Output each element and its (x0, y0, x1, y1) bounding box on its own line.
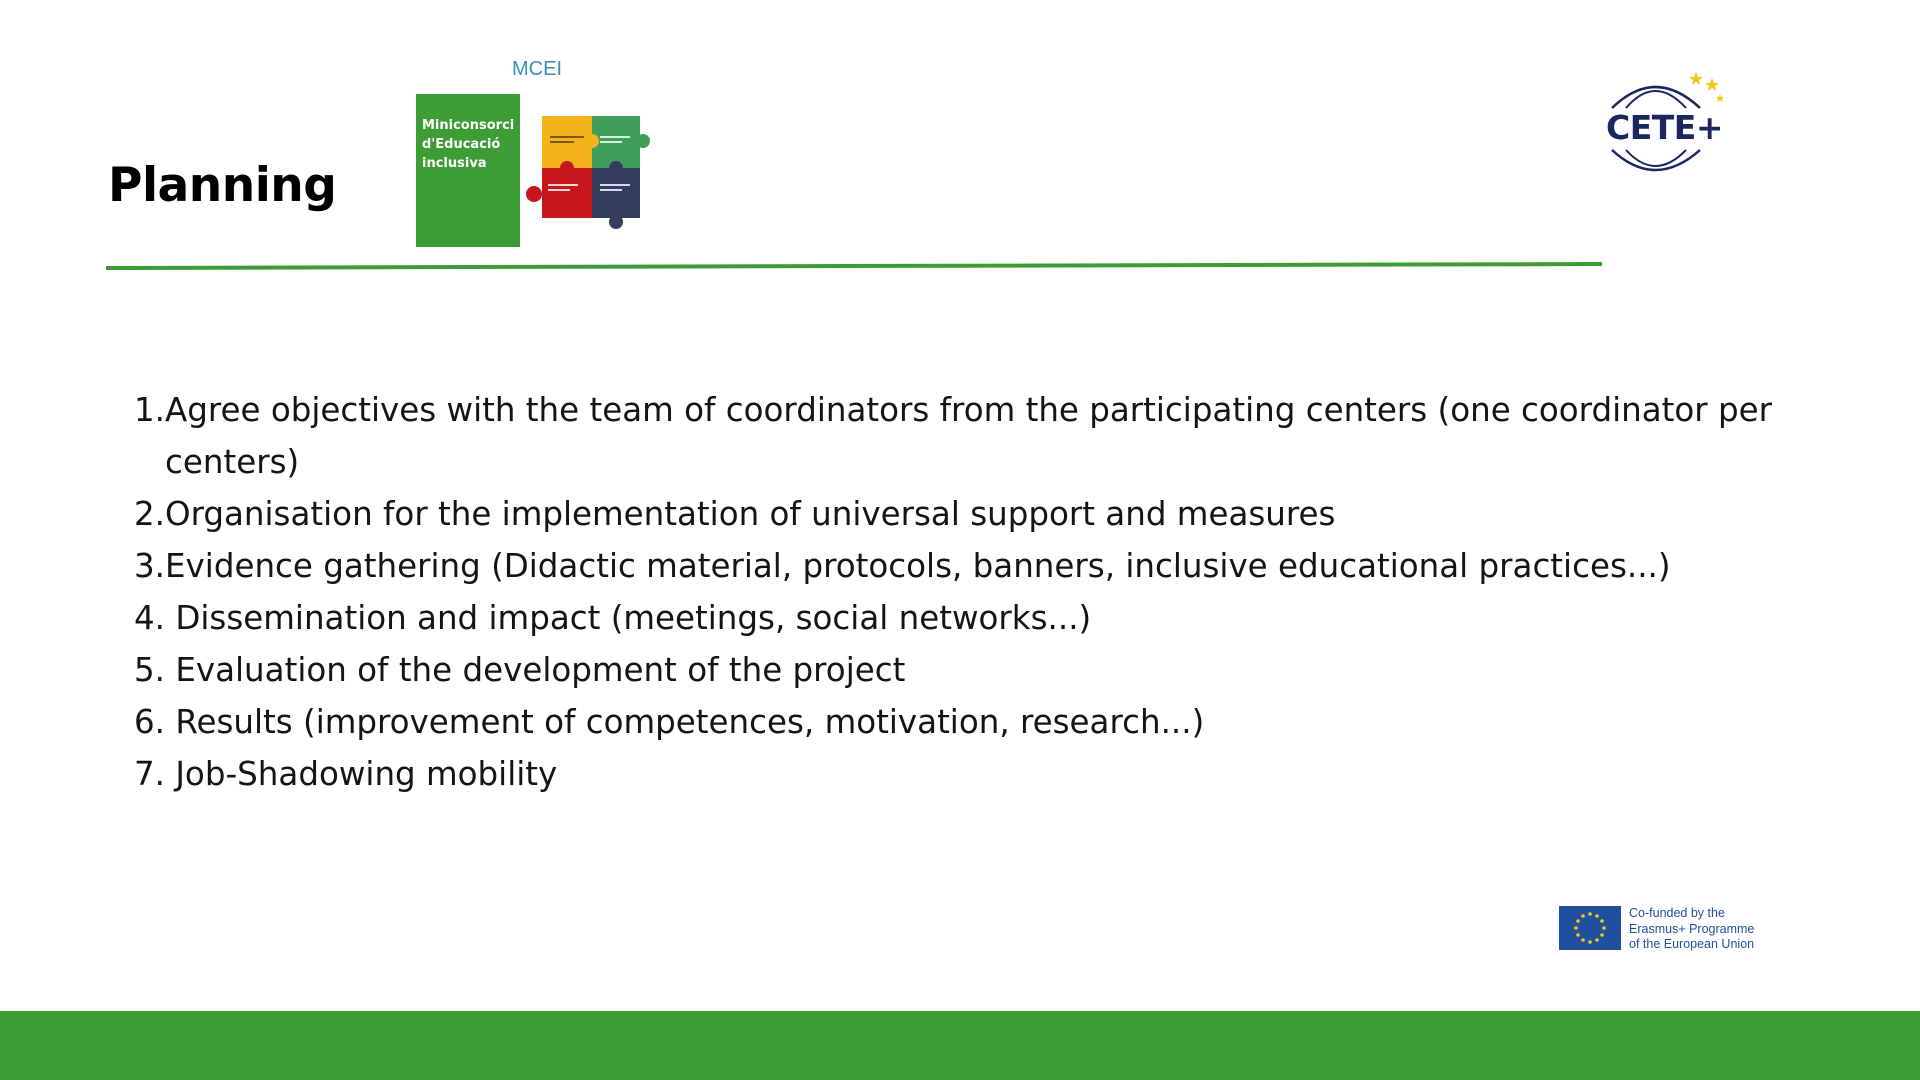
list-number: 5. (134, 651, 176, 689)
eu-logo-line: Erasmus+ Programme (1629, 921, 1755, 936)
list-item (134, 540, 1774, 592)
mcei-caption: MCEI (512, 58, 562, 80)
title-separator (106, 262, 1602, 270)
list-text: Results (improvement of competences, motivation, research...) (175, 703, 1205, 741)
eu-flag-icon (1559, 906, 1621, 950)
list-number: 4. (134, 599, 176, 637)
eu-logo-line: Co-funded by the (1629, 906, 1725, 920)
mcei-logo-line: inclusiva (422, 156, 487, 171)
list-number: 6. (134, 703, 176, 741)
puzzle-icon (520, 94, 666, 248)
list-item (134, 748, 1774, 800)
eu-logo-line: of the European Union (1629, 937, 1755, 951)
list-number: 3. (134, 547, 166, 585)
list-text: Agree objectives with the team of coordinators from the participating centers (one coordinator per centers) (165, 391, 1772, 481)
list-item (134, 488, 1774, 540)
list-item (134, 696, 1774, 748)
cete-logo (1600, 68, 1734, 180)
cete-logo-text: CETE+ (1606, 108, 1723, 147)
list-text: Dissemination and impact (meetings, social networks...) (175, 599, 1092, 637)
mcei-logo (416, 94, 666, 248)
list-text: Job-Shadowing mobility (175, 755, 558, 793)
list-number: 1. (134, 391, 166, 429)
page-title: Planning (108, 158, 337, 213)
list-text: Evaluation of the development of the project (175, 651, 906, 689)
mcei-logo-text (422, 116, 514, 173)
eu-logo-text (1629, 906, 1754, 953)
mcei-logo-green-block (416, 94, 520, 247)
list-number: 2. (134, 495, 166, 533)
list-item (134, 644, 1774, 696)
list-text: Organisation for the implementation of universal support and measures (165, 495, 1336, 533)
mcei-logo-line: Miniconsorci (422, 118, 515, 133)
footer-band (0, 1011, 1920, 1080)
list-number: 7. (134, 755, 176, 793)
mcei-logo-line: d'Educació (422, 137, 501, 152)
list-item (134, 384, 1774, 488)
planning-list (134, 384, 1774, 800)
eu-cofunded-logo (1559, 906, 1763, 952)
list-item (134, 592, 1774, 644)
list-text: Evidence gathering (Didactic material, protocols, banners, inclusive educational practices...) (165, 547, 1671, 585)
